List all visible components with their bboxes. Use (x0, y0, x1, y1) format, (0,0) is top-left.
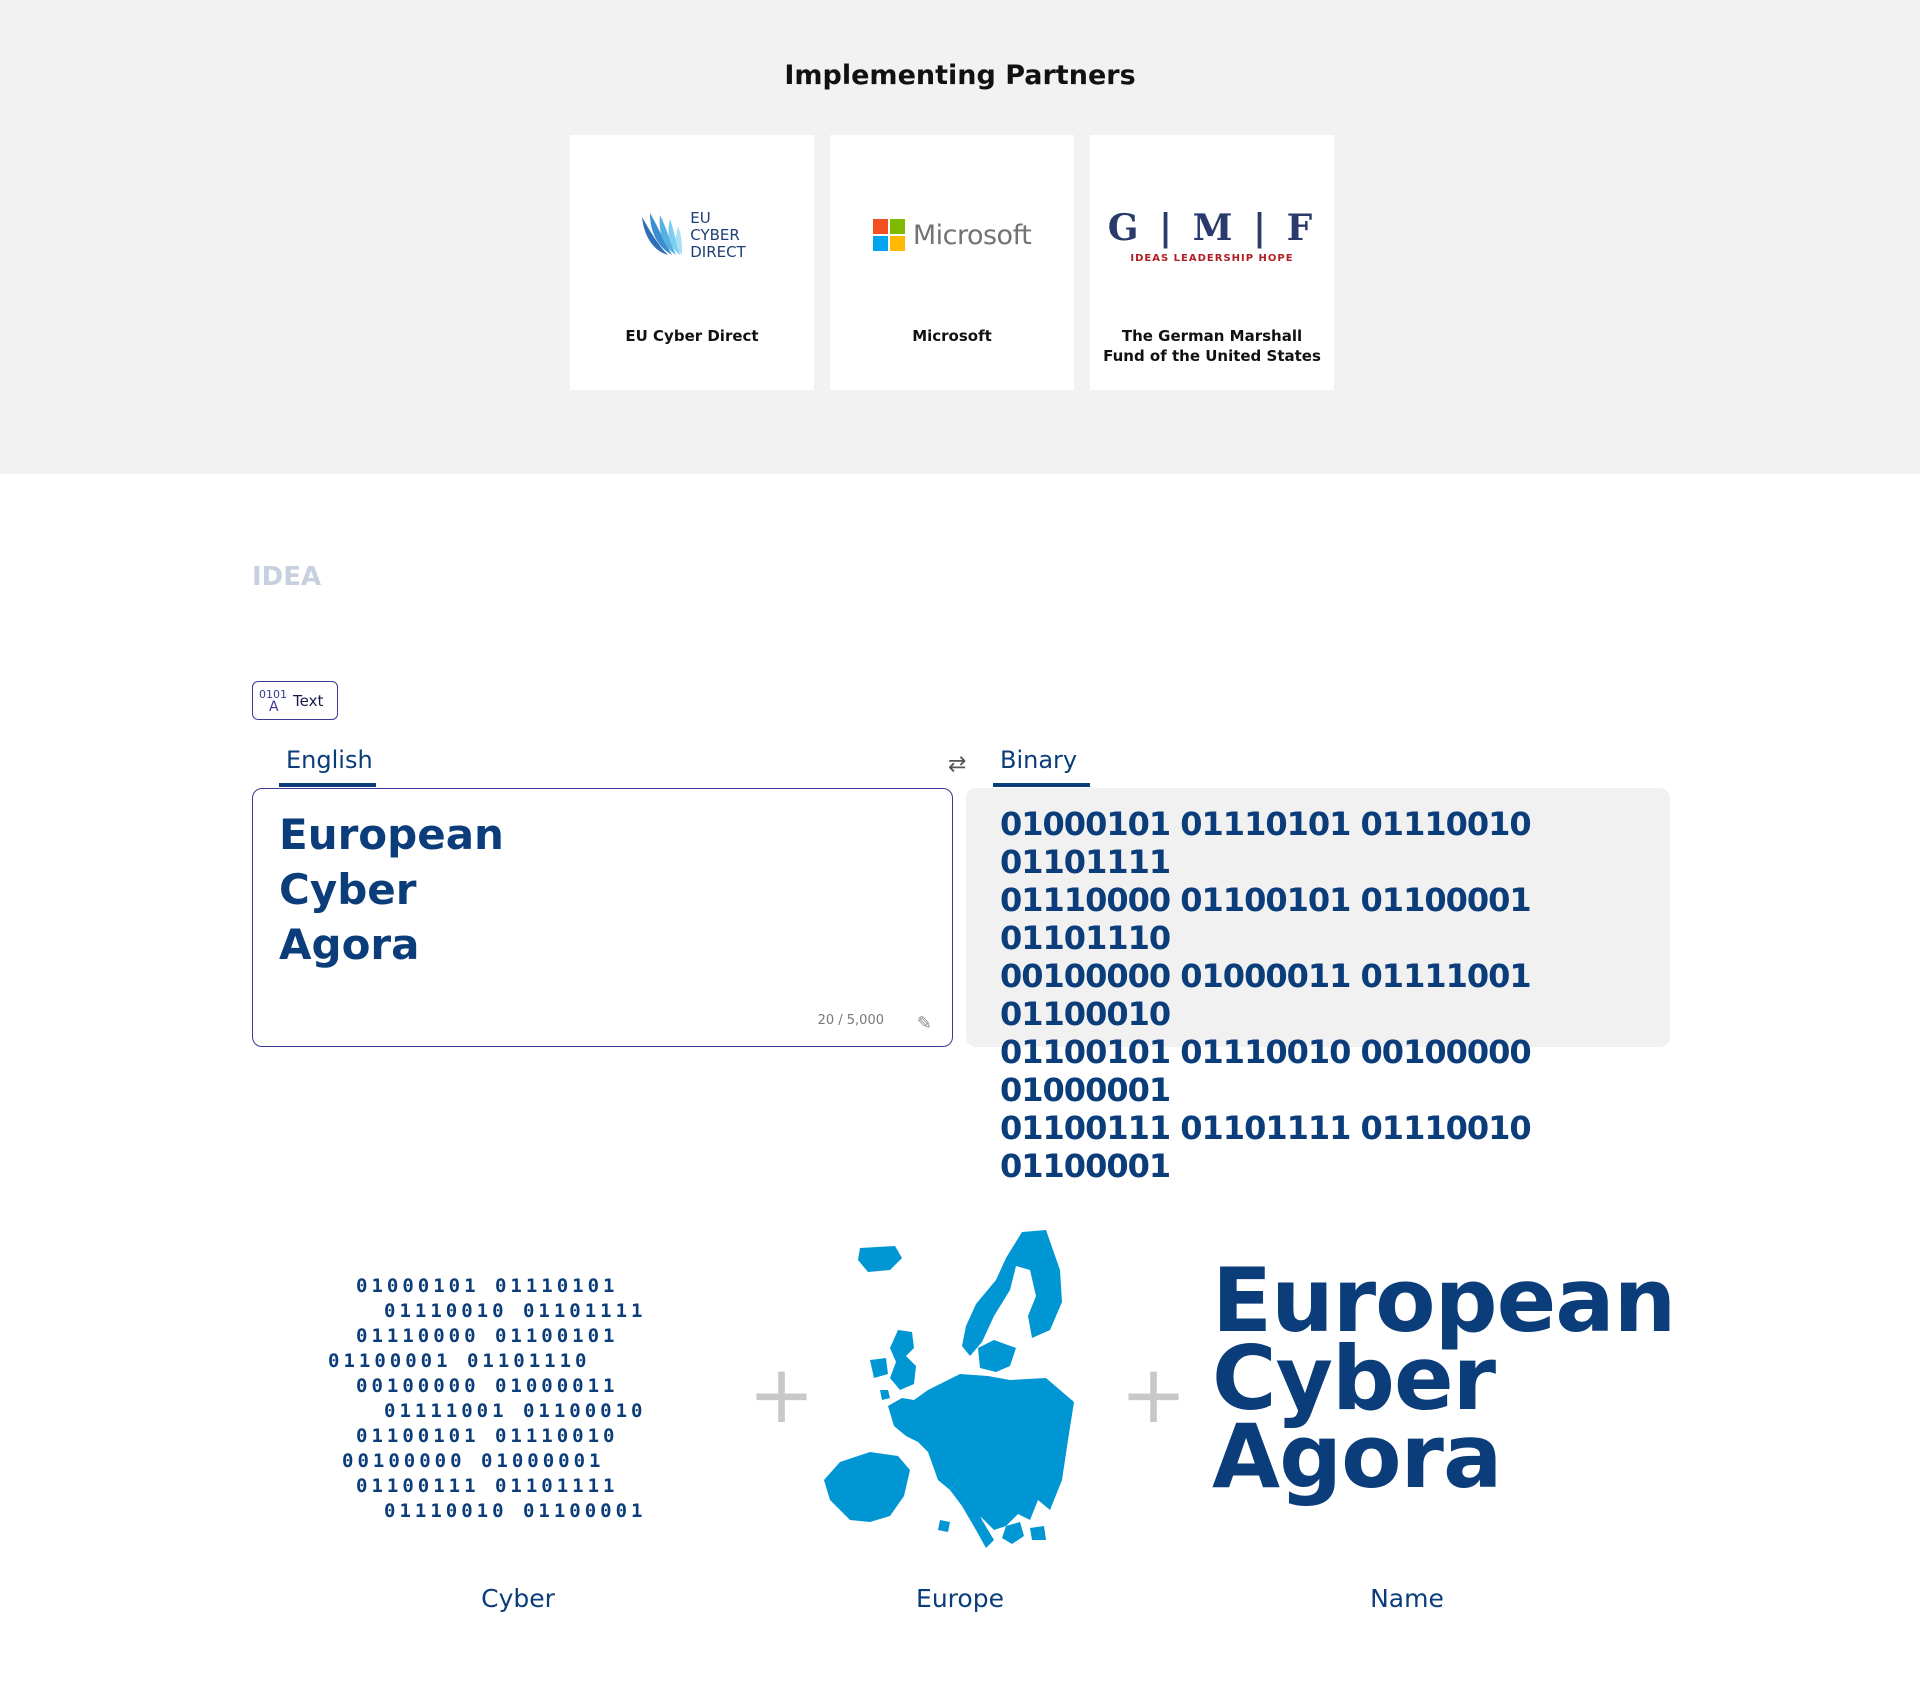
character-count: 20 / 5,000 (817, 1013, 884, 1028)
binary-art-line: 00100000 01000011 (356, 1375, 619, 1397)
swap-arrows-icon[interactable]: ⇄ (948, 752, 967, 777)
gmf-wordmark: G | M | F (1107, 206, 1317, 249)
tab-source-language[interactable]: English (286, 746, 373, 774)
microsoft-wordmark: Microsoft (912, 219, 1032, 251)
eu-cyber-direct-logo-icon (570, 195, 814, 275)
tab-target-language[interactable]: Binary (1000, 746, 1078, 774)
partner-card-gmf[interactable] (1090, 135, 1334, 390)
partner-card-eu-cyber-direct[interactable] (570, 135, 814, 390)
plus-sign: + (1120, 1348, 1188, 1441)
binary-output-line: 01110000 01100101 01100001 01101110 (1000, 881, 1531, 957)
binary-art-line: 01100001 01101110 (328, 1350, 591, 1372)
glyph-letter: A (269, 698, 279, 715)
caption-europe: Europe (916, 1584, 1004, 1613)
plus-sign: + (748, 1348, 816, 1441)
source-line-1: European (279, 810, 504, 859)
brand-name-wordmark (1212, 1249, 1676, 1508)
binary-output-line: 01100101 01110010 00100000 01000001 (1000, 1033, 1531, 1109)
binary-art-line: 00100000 01000001 (342, 1450, 605, 1472)
text-translate-icon (257, 686, 291, 716)
pencil-icon[interactable]: ✎ (916, 1013, 932, 1034)
brand-name-line: Agora (1212, 1405, 1502, 1508)
brand-name-line: European (1212, 1249, 1676, 1352)
binary-output (1000, 805, 1640, 1185)
microsoft-logo-icon (830, 195, 1074, 275)
binary-art-line: 01000101 01110101 (356, 1275, 619, 1297)
idea-section-label: IDEA (252, 562, 322, 592)
binary-art-line: 01100111 01101111 (356, 1475, 619, 1497)
ecd-logo-line-3: DIRECT (690, 242, 746, 261)
binary-art-line: 01110000 01100101 (356, 1325, 619, 1347)
ecd-logo-line-2: CYBER (690, 225, 740, 244)
binary-art-line: 01110010 01100001 (384, 1500, 647, 1522)
europe-map-icon (810, 1230, 1100, 1560)
source-text[interactable] (279, 807, 579, 972)
binary-output-line: 00100000 01000011 01111001 01100010 (1000, 957, 1531, 1033)
binary-output-line: 01100111 01101111 01110010 01100001 (1000, 1109, 1531, 1185)
partners-title: Implementing Partners (784, 60, 1136, 91)
partner-name: The German Marshall Fund of the United States (1103, 327, 1321, 365)
gmf-logo-icon (1090, 195, 1334, 275)
source-line-3: Agora (279, 920, 420, 969)
source-line-2: Cyber (279, 865, 417, 914)
partner-name: Microsoft (912, 327, 992, 345)
caption-cyber: Cyber (481, 1584, 555, 1613)
source-text-input[interactable] (252, 788, 953, 1047)
source-tab-underline (279, 783, 376, 787)
partner-name: EU Cyber Direct (625, 327, 759, 345)
partners-section (0, 0, 1920, 474)
glyph-binary: 0101 (259, 687, 287, 701)
gmf-tagline: IDEAS LEADERSHIP HOPE (1130, 252, 1294, 264)
binary-art-line: 01111001 01100010 (384, 1400, 647, 1422)
partner-card-microsoft[interactable] (830, 135, 1074, 390)
binary-output-line: 01000101 01110101 01110010 01101111 (1000, 805, 1531, 881)
brand-name-line: Cyber (1212, 1327, 1496, 1430)
ecd-logo-line-1: EU (690, 208, 711, 227)
binary-art-line: 01100101 01110010 (356, 1425, 619, 1447)
binary-output-panel (966, 788, 1670, 1185)
text-mode-label: Text (293, 691, 324, 710)
binary-art-line: 01110010 01101111 (384, 1300, 647, 1322)
caption-name: Name (1370, 1584, 1444, 1613)
text-mode-chip[interactable] (252, 681, 338, 720)
target-tab-underline (993, 783, 1090, 787)
